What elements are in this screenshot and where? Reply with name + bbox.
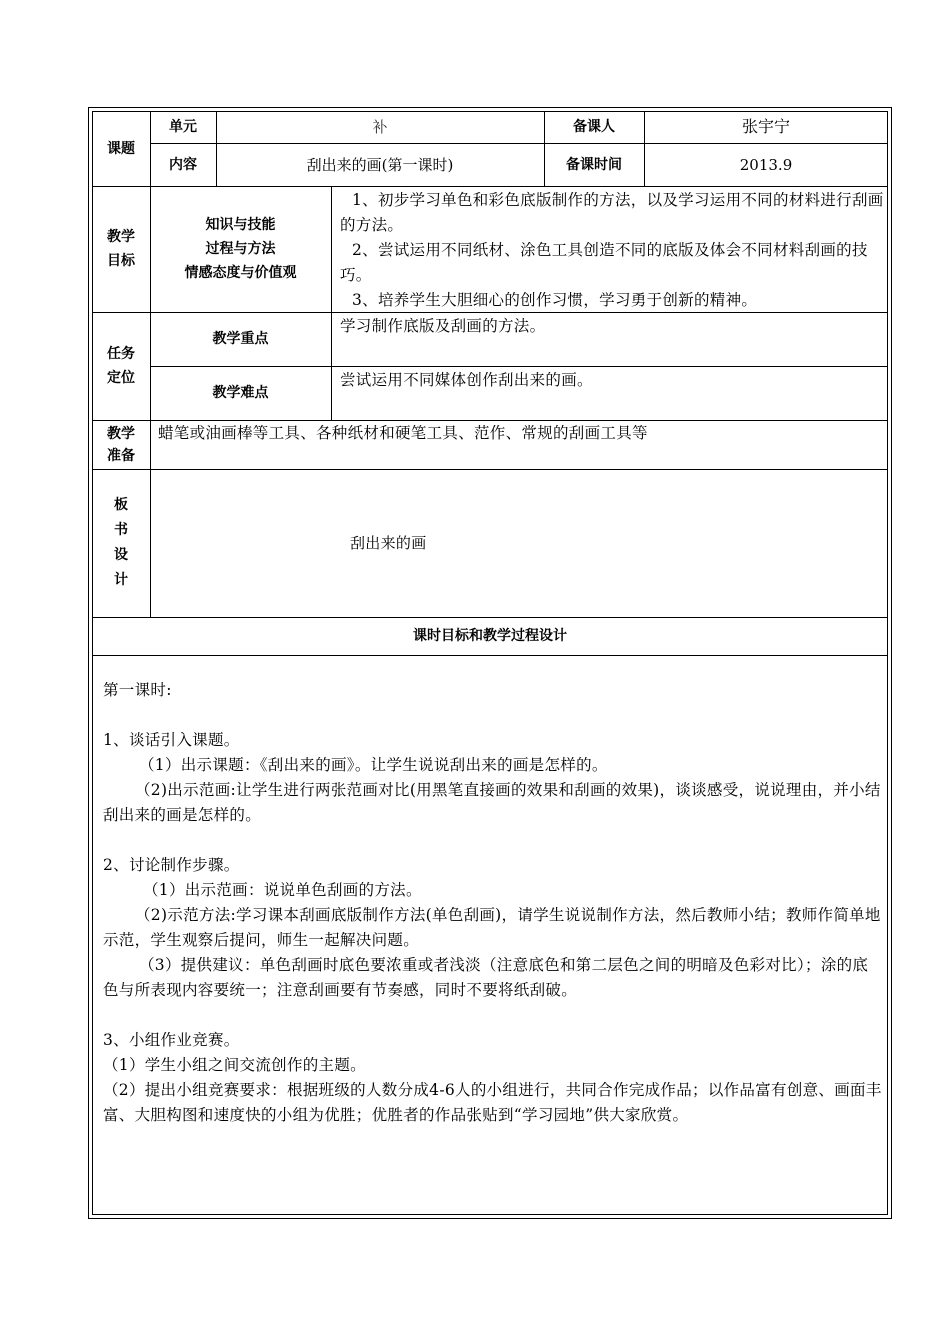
prep-label-line2: 准备 bbox=[107, 447, 135, 464]
objective-item-2: 2、尝试运用不同纸材、涂色工具创造不同的底版及体会不同材料刮画的技巧。 bbox=[340, 241, 868, 284]
lesson-label: 第一课时: bbox=[103, 681, 172, 699]
prep-label-line1: 教学 bbox=[107, 425, 135, 442]
objective-item-3: 3、培养学生大胆细心的创作习惯，学习勇于创新的精神。 bbox=[352, 291, 758, 309]
step1-item2: （2)出示范画:让学生进行两张范画对比(用黑笔直接画的效果和刮画的效果)，谈谈感受，说说理由，并小结刮出来的画是怎样的。 bbox=[103, 781, 881, 824]
step2-item1: （1）出示范画：说说单色刮画的方法。 bbox=[143, 881, 422, 899]
step2-title: 2、讨论制作步骤。 bbox=[103, 856, 240, 874]
key-point-value: 学习制作底版及刮画的方法。 bbox=[340, 317, 546, 335]
step3-item1: （1）学生小组之间交流创作的主题。 bbox=[103, 1056, 366, 1074]
task-label-line2: 定位 bbox=[107, 370, 135, 386]
prep-value: 蜡笔或油画棒等工具、各种纸材和硬笔工具、范作、常规的刮画工具等 bbox=[158, 424, 648, 442]
difficult-point-label: 教学难点 bbox=[212, 385, 269, 401]
task-label bbox=[92, 312, 150, 420]
unit-value: 补 bbox=[372, 118, 388, 136]
line-v-objectives bbox=[331, 186, 332, 420]
board-label-char1: 板 bbox=[114, 497, 128, 513]
dim-process: 过程与方法 bbox=[205, 241, 276, 257]
board-label bbox=[92, 469, 150, 617]
objective-item-1: 1、初步学习单色和彩色底版制作的方法，以及学习运用不同的材料进行刮画的方法。 bbox=[340, 191, 884, 234]
step3-item2: （2）提出小组竞赛要求：根据班级的人数分成4-6人的小组进行，共同合作完成作品；以作品富有创意、画面丰富、大胆构图和速度快的小组为优胜；优胜者的作品张贴到“学习园地”供大家欣赏。 bbox=[103, 1081, 882, 1124]
time-value: 2013.9 bbox=[739, 155, 793, 174]
step2-item3: （3）提供建议：单色刮画时底色要浓重或者浅淡（注意底色和第二层色之间的明暗及色彩对比）；涂的底色与所表现内容要统一；注意刮画要有节奏感，同时不要将纸刮破。 bbox=[103, 956, 869, 999]
preparer-value: 张宇宁 bbox=[741, 117, 790, 136]
difficult-point-value: 尝试运用不同媒体创作刮出来的画。 bbox=[340, 371, 593, 389]
topic-label: 课题 bbox=[107, 140, 135, 157]
prep-label bbox=[92, 420, 150, 469]
objective-dimensions bbox=[150, 186, 331, 312]
unit-label: 单元 bbox=[169, 119, 197, 135]
objectives-label bbox=[92, 186, 150, 312]
step2-item2: （2)示范方法:学习课本刮画底版制作方法(单色刮画)，请学生说说制作方法，然后教师小结；教师作简单地示范，学生观察后提问，师生一起解决问题。 bbox=[103, 906, 881, 949]
process-title: 课时目标和教学过程设计 bbox=[413, 628, 567, 644]
dim-attitude: 情感态度与价值观 bbox=[184, 265, 297, 281]
line-h8 bbox=[92, 655, 888, 656]
objectives-label-line1: 教学 bbox=[107, 229, 135, 245]
content-label: 内容 bbox=[169, 156, 197, 173]
content-value: 刮出来的画(第一课时) bbox=[306, 155, 454, 174]
step1-title: 1、谈话引入课题。 bbox=[103, 731, 240, 749]
line-h6 bbox=[92, 469, 888, 470]
preparer-label: 备课人 bbox=[573, 119, 615, 135]
time-label: 备课时间 bbox=[566, 156, 622, 173]
key-point-label: 教学重点 bbox=[212, 331, 269, 347]
dim-knowledge: 知识与技能 bbox=[205, 217, 276, 233]
step1-item1: （1）出示课题：《刮出来的画》。让学生说说刮出来的画是怎样的。 bbox=[139, 756, 608, 774]
board-label-char4: 计 bbox=[114, 572, 128, 588]
board-value: 刮出来的画 bbox=[350, 534, 427, 552]
task-label-line1: 任务 bbox=[107, 346, 135, 362]
board-label-char3: 设 bbox=[114, 547, 128, 563]
step3-title: 3、小组作业竞赛。 bbox=[103, 1031, 240, 1049]
objectives-label-line2: 目标 bbox=[107, 253, 135, 269]
board-label-char2: 书 bbox=[114, 522, 128, 538]
